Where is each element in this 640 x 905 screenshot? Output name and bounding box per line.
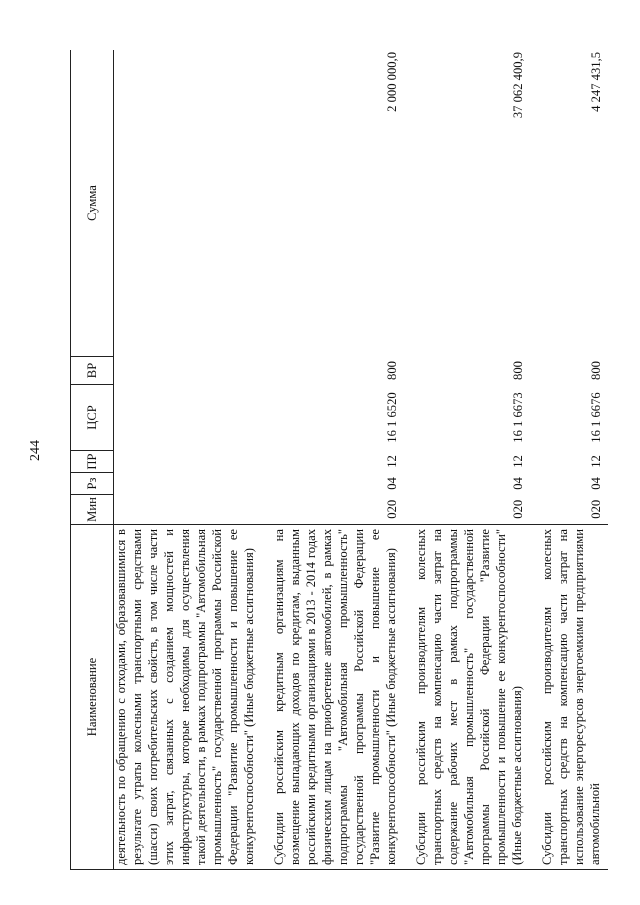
- row-sum: 37 062 400,9: [404, 50, 530, 357]
- row-rz: [114, 473, 262, 495]
- row-vr: 800: [588, 361, 603, 380]
- table-row: [530, 50, 608, 870]
- table-header-row: [71, 50, 114, 870]
- rotated-page-area: [70, 50, 610, 870]
- row-name: деятельность по обращению с отходами, образовавшимися в результате утраты колесными транспортными средствами (шасси) своих потребительских свойств, в том числе части этих затрат, связанных с созданием мощностей и инфраструктуры, которые необходимы для осуществления такой деятельности, в рамках подпрограммы "Автомобильная промышленность" государственной программы Российской Федерации "Развитие промышленности и повышение ее конкурентоспособности" (Иные бюджетные ассигнования): [114, 525, 262, 870]
- row-rz: 04: [384, 477, 399, 490]
- row-min: 020: [384, 499, 399, 519]
- row-pr: [114, 451, 262, 473]
- row-csr: [114, 385, 262, 451]
- budget-table-container: [70, 50, 610, 870]
- row-sum: 2 000 000,0: [262, 50, 404, 357]
- row-min: 020: [588, 499, 603, 519]
- row-name: Субсидии российским производителям колесных транспортных средств на компенсацию части затрат на использование энергоресурсов энергоемкими предприятиями автомобильной: [530, 525, 608, 870]
- row-vr: 800: [510, 361, 525, 380]
- row-sum: [114, 50, 262, 357]
- header-sum: Сумма: [71, 50, 114, 357]
- row-pr: 12: [384, 455, 399, 468]
- header-csr: ЦСР: [71, 385, 114, 451]
- header-min: Мин: [71, 495, 114, 525]
- row-rz: 04: [588, 477, 603, 490]
- row-rz: 04: [510, 477, 525, 490]
- header-rz: Рз: [71, 473, 114, 495]
- table-row: [262, 50, 404, 870]
- row-vr: 800: [384, 361, 399, 380]
- row-min: 020: [510, 499, 525, 519]
- row-name: Субсидии российским производителям колесных транспортных средств на компенсацию части затрат на содержание рабочих мест в рамках подпрограммы "Автомобильная промышленность" государственной программы Российской Федерации "Развитие промышленности и повышение ее конкурентоспособности" (Иные бюджетные ассигнования): [404, 525, 530, 870]
- budget-table: [70, 50, 608, 870]
- row-csr: 16 1 6676: [588, 392, 603, 443]
- header-name: Наименование: [71, 525, 114, 870]
- row-sum: 4 247 431,5: [530, 50, 608, 357]
- header-pr: ПР: [71, 451, 114, 473]
- row-pr: 12: [510, 455, 525, 468]
- table-row: [404, 50, 530, 870]
- row-csr: 16 1 6520: [384, 392, 399, 443]
- table-row: [114, 50, 262, 870]
- row-pr: 12: [588, 455, 603, 468]
- row-vr: [114, 357, 262, 385]
- row-csr: 16 1 6673: [510, 392, 525, 443]
- page-number: 244: [28, 440, 43, 461]
- header-vr: ВР: [71, 357, 114, 385]
- row-name: Субсидии российским кредитным организациям на возмещение выпадающих доходов по кредитам, выданным российскими кредитными организациями в 2013 - 2014 годах физическим лицам на приобретение автомобилей, в рамках подпрограммы "Автомобильная промышленность" государственной программы Российской Федерации "Развитие промышленности и повышение ее конкурентоспособности" (Иные бюджетные ассигнования): [262, 525, 404, 870]
- row-min: [114, 495, 262, 525]
